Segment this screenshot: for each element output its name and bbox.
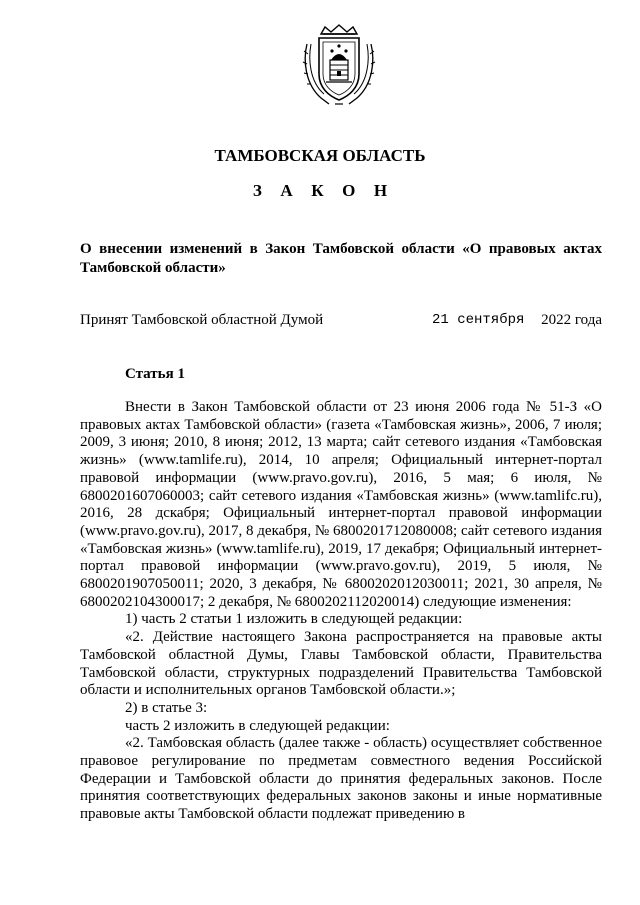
paragraph: 1) часть 2 статьи 1 изложить в следующей редакции: <box>125 611 463 628</box>
law-title: О внесении изменений в Закон Тамбовской области «О правовых актах Тамбовской области» <box>80 241 602 276</box>
paragraph: 2) в статье 3: <box>125 699 208 716</box>
coat-of-arms-icon <box>299 24 379 108</box>
document-type: З А К О Н <box>252 181 395 200</box>
adoption-line <box>80 312 602 332</box>
article-body <box>80 399 602 824</box>
region-name: ТАМБОВСКАЯ ОБЛАСТЬ <box>214 146 426 165</box>
paragraph: «2. Действие настоящего Закона распространяется на правовые акты Тамбовской областной Думы, Главы Тамбовской области, Правительства Тамбовской области, структурных подразделений Правительства Тамбовской области и исполнительных органов Тамбовской области.»; <box>80 629 602 699</box>
paragraph: часть 2 изложить в следующей редакции: <box>125 717 390 734</box>
adoption-date: 21 сентября <box>432 312 525 328</box>
adopted-by: Принят Тамбовской областной Думой <box>80 312 324 328</box>
article-heading: Статья 1 <box>125 366 185 382</box>
paragraph: Внести в Закон Тамбовской области от 23 июня 2006 года № 51-З «О правовых актах Тамбовской области» (газета «Тамбовская жизнь», 2006, 7 июля; 2009, 3 июня; 2010, 8 июня; 2012, 13 марта; сайт сетевого издания «Тамбовская жизнь» (www.tamlife.ru), 2014, 10 апреля; Официальный интернет-портал правовой информации (www.pravo.gov.ru), 2016, 5 мая; 6 июля, № 6800201607060003; сайт сетевого издания «Тамбовская жизнь» (www.tamlifc.ru), 2016, 28 дскабря; Официальный интернет-портал правовой информации (www.pravo.gov.ru), 2017, 8 декабря, № 6800201712080008; сайт сетевого издания «Тамбовская жизнь» (www.tamlife.ru), 2019, 17 декабря; Официальный интернет-портал правовой информации (www.pravo.gov.ru), 2019, 5 июля, № 6800201907050011; 2020, 3 декабря, № 6800202012030011; 2021, 30 апреля, № 6800202104300017; 2 декабря, № 6800202112020014) следующие изменения: <box>80 399 602 610</box>
adoption-year: 2022 года <box>541 312 602 328</box>
paragraph: «2. Тамбовская область (далее также - область) осуществляет собственное правовое регулирование по предметам совместного ведения Российской Федерации и Тамбовской области до принятия федеральных законов. После принятия соответствующих федеральных законов законы и иные нормативные правовые акты Тамбовской области подлежат приведению в <box>80 735 602 823</box>
